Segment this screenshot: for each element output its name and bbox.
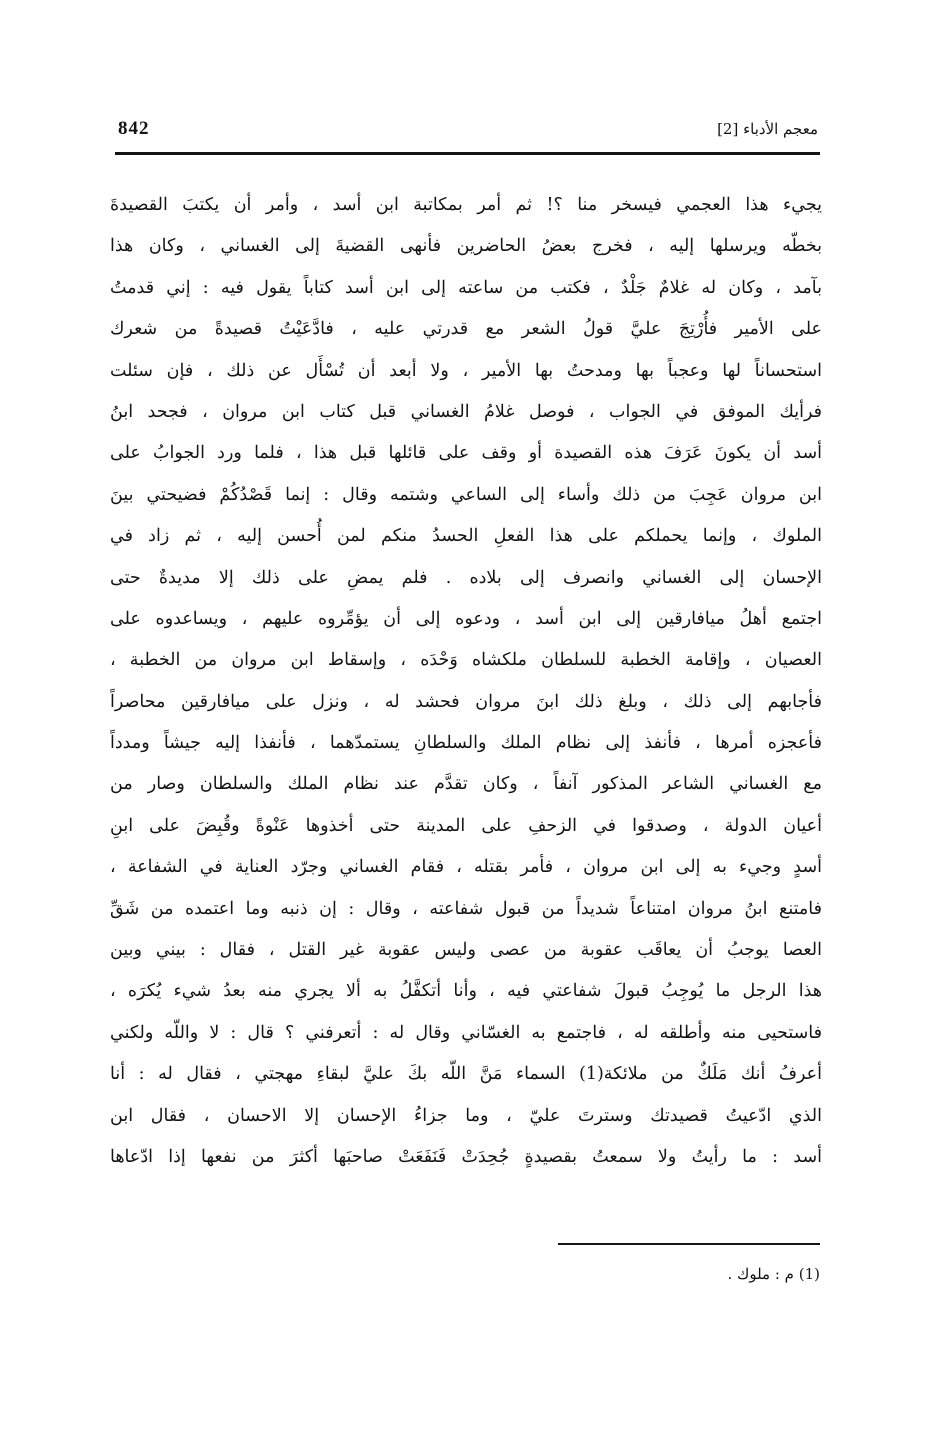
header-rule <box>115 152 820 155</box>
text-line: هذا الرجل ما يُوجِبُ قبولَ شفاعتي فيه ، وأنا أتكفَّلُ به ألا يجري منه بعدُ شيء يُكرَه ، <box>110 981 822 1002</box>
text-line: فاستحيى منه وأطلقه له ، فاجتمع به الغسّاني وقال له : أتعرفني ؟ قال : لا واللّه ولكني <box>110 1022 822 1043</box>
text-line: الملوك ، وإنما يحملكم على هذا الفعلِ الحسدُ منكم لمن أُحسن إليه ، ثم زاد في <box>110 526 822 547</box>
text-line: أعرفُ أنك مَلَكٌ من ملائكة(1) السماء مَنَّ اللّه بكَ عليَّ لبقاءِ مهجتي ، فقال له : أنا <box>110 1064 822 1085</box>
text-line: الإحسان إلى الغساني وانصرف إلى بلاده . فلم يمضِ على ذلك إلا مديدةٌ حتى <box>110 567 822 588</box>
text-line: استحساناً لها وعجباً بها ومدحتُ بها الأمير ، ولا أبعد أن تُسْأَل عن ذلك ، فإن سئلت <box>110 360 822 381</box>
text-line: يجيء هذا العجمي فيسخر منا ؟! ثم أمر بمكاتبة ابن أسد ، وأمر أن يكتبَ القصيدةَ <box>110 195 822 215</box>
running-title: معجم الأدباء [2] <box>717 120 818 138</box>
body-text <box>110 185 822 1178</box>
footnote-rule <box>558 1243 820 1245</box>
text-line: فرأيك الموفق في الجواب ، فوصل غلامُ الغساني قبل كتاب ابن مروان ، فجحد ابنُ <box>110 401 822 422</box>
text-line: العصا يوجبُ أن يعاقَب عقوبة من عصى وليس عقوبة غير القتل ، فقال : بيني وبين <box>110 940 822 961</box>
text-line: على الأمير فأُرْتِجَ عليَّ قولُ الشعر مع قدرتي عليه ، فادَّعَيْتُ قصيدةً من شعرك <box>110 319 822 340</box>
footnote: (1) م : ملوك . <box>727 1265 820 1283</box>
text-line: العصيان ، وإقامة الخطبة للسلطان ملكشاه وَحْدَه ، وإسقاط ابن مروان من الخطبة ، <box>110 650 822 671</box>
text-line: أسد أن يكونَ عَرَفَ هذه القصيدة أو وقف على قائلها قبل هذا ، فلما ورد الجوابُ على <box>110 443 822 464</box>
text-line: أعيان الدولة ، وصدقوا في الزحفِ على المدينة حتى أخذوها عَنْوةً وقُبِضَ على ابنِ <box>110 815 822 836</box>
text-line: أسد : ما رأيتُ ولا سمعتُ بقصيدةٍ جُحِدَتْ فَنَفَعَتْ صاحبَها أكثرَ من نفعها إذا ادّعاها <box>110 1146 822 1167</box>
text-line: أسدٍ وجيء به إلى ابن مروان ، فأمر بقتله ، فقام الغساني وجرّد العناية في الشفاعة ، <box>110 857 822 878</box>
page-number: 842 <box>118 118 150 139</box>
text-line: بآمد ، وكان له غلامٌ جَلْدٌ ، فكتب من ساعته إلى ابن أسد كتاباً يقول فيه : إني قدمتُ <box>110 277 822 298</box>
text-line: فأجابهم إلى ذلك ، وبلغ ذلك ابنَ مروان فحشد له ، ونزل على ميافارقين محاصراً <box>110 691 822 712</box>
text-line: اجتمع أهلُ ميافارقين إلى ابن أسد ، ودعوه إلى أن يؤمِّروه عليهم ، ويساعدوه على <box>110 608 822 629</box>
text-line: بخطّه ويرسلها إليه ، فخرج بعضُ الحاضرين فأنهى القضيةَ إلى الغساني ، وكان هذا <box>110 236 822 257</box>
text-line: فأعجزه أمرها ، فأنفذ إلى نظام الملك والسلطانِ يستمدّهما ، فأنفذا إليه جيشاً ومدداً <box>110 733 822 754</box>
text-line: ابن مروان عَجِبَ من ذلك وأساء إلى الساعي وشتمه وقال : إنما قَصْدُكُمْ فضيحتي بينَ <box>110 484 822 505</box>
text-line: مع الغساني الشاعر المذكور آنفاً ، وكان تقدَّم عند نظام الملك والسلطان وصار من <box>110 774 822 795</box>
page-header <box>118 118 818 148</box>
text-line: فامتنع ابنُ مروان امتناعاً شديداً من قبول شفاعته ، وقال : إن ذنبه وما اعتمده من شَقِّ <box>110 898 822 919</box>
text-line: الذي ادّعيتُ قصيدتك وسترتَ عليّ ، وما جزاءُ الإحسان إلا الاحسان ، فقال ابن <box>110 1105 822 1126</box>
